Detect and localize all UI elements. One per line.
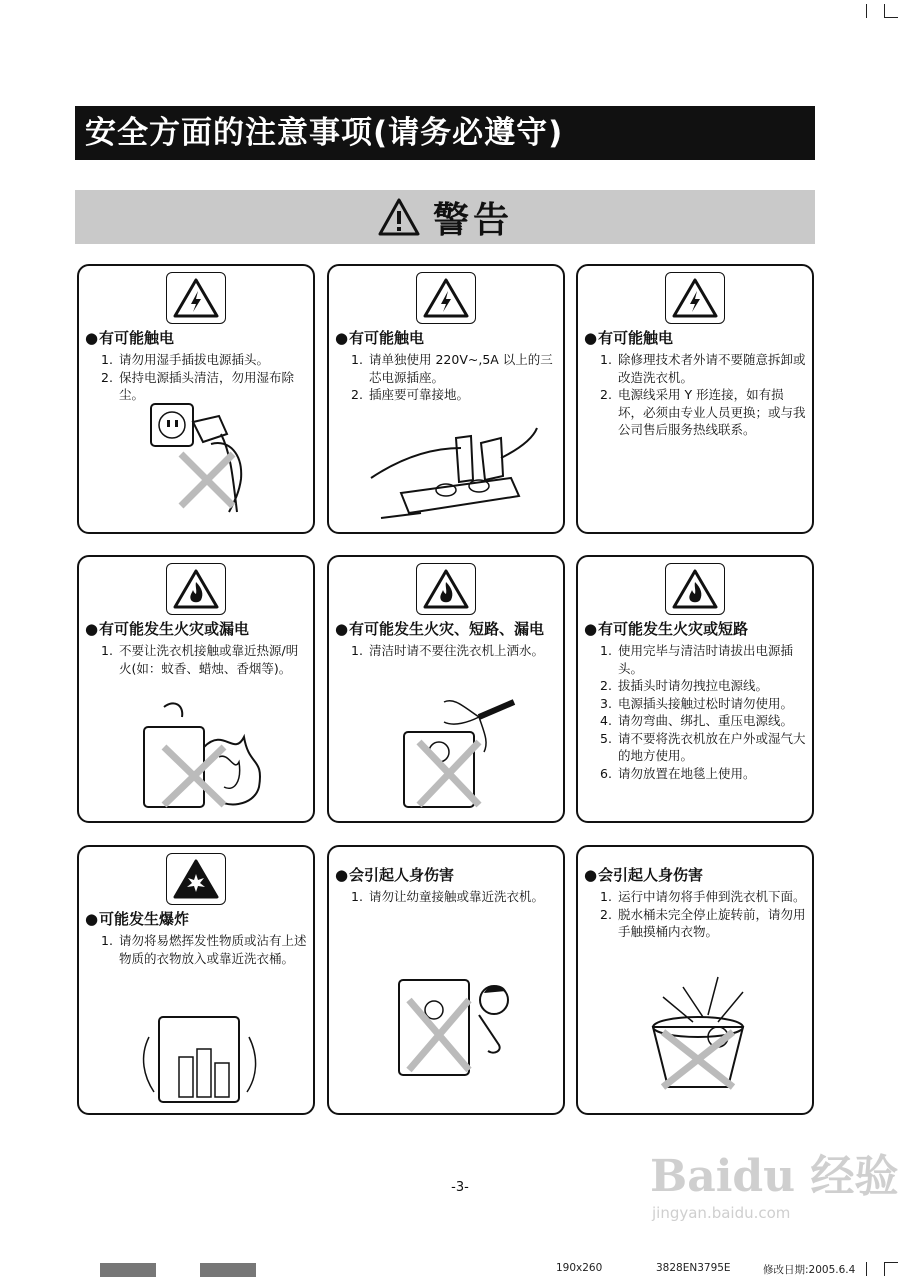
warning-card-electric-2 bbox=[327, 264, 565, 534]
list-item: 1. 请勿将易燃挥发性物质或沾有上述物质的衣物放入或靠近洗衣桶。 bbox=[101, 933, 307, 966]
card-heading: ● 会引起人身伤害 bbox=[335, 866, 455, 884]
card-heading: ● 有可能发生火灾或漏电 bbox=[85, 620, 250, 638]
fire-hazard-icon bbox=[665, 563, 725, 615]
warning-card-injury-2 bbox=[576, 845, 814, 1115]
warning-card-fire-3 bbox=[576, 555, 814, 823]
footer-revision: 修改日期:2005.6.4 bbox=[763, 1264, 856, 1276]
footer-code: 3828EN3795E bbox=[656, 1262, 731, 1274]
watermark-url: jingyan.baidu.com bbox=[652, 1204, 791, 1222]
card-heading: ● 有可能发生火灾或短路 bbox=[584, 620, 749, 638]
wet-hand-plug-illustration bbox=[141, 394, 271, 514]
warning-card-fire-1 bbox=[77, 555, 315, 823]
crop-mark bbox=[884, 1262, 885, 1276]
card-heading: ● 有可能触电 bbox=[335, 329, 425, 347]
warning-header-text: 警告 bbox=[432, 199, 513, 241]
list-item: 6. 请勿放置在地毯上使用。 bbox=[600, 765, 756, 781]
electric-shock-icon bbox=[166, 272, 226, 324]
list-item: 1. 请勿让幼童接触或靠近洗衣机。 bbox=[351, 889, 545, 904]
electric-shock-icon bbox=[665, 272, 725, 324]
list-item: 2. 插座要可靠接地。 bbox=[351, 387, 470, 402]
page-title: 安全方面的注意事项(请务必遵守) bbox=[75, 106, 815, 160]
list-item: 5. 请不要将洗衣机放在户外或湿气大的地方使用。 bbox=[600, 730, 806, 763]
list-item: 1. 请勿用湿手插拔电源插头。 bbox=[101, 352, 270, 367]
list-item: 2. 保持电源插头清洁，勿用湿布除尘。 bbox=[101, 369, 295, 402]
child-washer-illustration bbox=[384, 955, 519, 1080]
card-heading: ● 有可能发生火灾、短路、漏电 bbox=[335, 620, 545, 638]
power-strip-illustration bbox=[361, 418, 541, 528]
baidu-watermark bbox=[650, 1140, 910, 1250]
card-heading: ● 会引起人身伤害 bbox=[584, 866, 704, 884]
list-item: 4. 请勿弯曲、绑扎、重压电源线。 bbox=[600, 713, 794, 728]
water-spray-illustration bbox=[384, 697, 524, 812]
page-number: -3- bbox=[451, 1180, 469, 1195]
warning-card-fire-2 bbox=[327, 555, 565, 823]
list-item: 2. 脱水桶未完全停止旋转前，请勿用手触摸桶内衣物。 bbox=[600, 906, 806, 939]
explosion-hazard-icon bbox=[166, 853, 226, 905]
card-heading: ● 有可能触电 bbox=[584, 329, 674, 347]
warning-card-explosion bbox=[77, 845, 315, 1115]
warning-card-electric-3 bbox=[576, 264, 814, 534]
crop-mark bbox=[884, 17, 898, 18]
electric-shock-icon bbox=[416, 272, 476, 324]
card-heading: ● 可能发生爆炸 bbox=[85, 910, 190, 928]
washer-fire-illustration bbox=[134, 697, 274, 812]
footer-size: 190x260 bbox=[556, 1262, 603, 1274]
spin-tub-hand-illustration bbox=[623, 967, 773, 1092]
list-item: 1. 不要让洗衣机接触或靠近热源/明火(如：蚊香、蜡烛、香烟等)。 bbox=[101, 643, 299, 676]
list-item: 3. 电源插头接触过松时请勿使用。 bbox=[600, 695, 794, 711]
crop-mark bbox=[866, 1262, 867, 1276]
registration-mark bbox=[200, 1263, 256, 1277]
list-item: 1. 清洁时请不要往洗衣机上洒水。 bbox=[351, 643, 545, 658]
watermark-brand: Baidu 经验 bbox=[650, 1151, 899, 1202]
list-item: 1. 使用完毕与清洁时请拔出电源插头。 bbox=[600, 643, 794, 676]
registration-mark bbox=[100, 1263, 156, 1277]
fire-hazard-icon bbox=[416, 563, 476, 615]
crop-mark bbox=[884, 1262, 898, 1263]
crop-mark bbox=[866, 4, 867, 18]
warning-header bbox=[75, 190, 815, 244]
warning-card-electric-1 bbox=[77, 264, 315, 534]
list-item: 1. 除修理技术者外请不要随意拆卸或改造洗衣机。 bbox=[600, 352, 806, 385]
list-item: 1. 运行中请勿将手伸到洗衣机下面。 bbox=[600, 889, 806, 904]
flammable-bottles-illustration bbox=[139, 997, 269, 1109]
warning-card-injury-1 bbox=[327, 845, 565, 1115]
list-item: 2. 拔插头时请勿拽拉电源线。 bbox=[600, 678, 769, 693]
crop-mark bbox=[884, 4, 885, 18]
list-item: 1. 请单独使用 220V~,5A 以上的三芯电源插座。 bbox=[351, 352, 553, 385]
card-heading: ● 有可能触电 bbox=[85, 329, 175, 347]
list-item: 2. 电源线采用 Y 形连接，如有损坏，必须由专业人员更换；或与我公司售后服务热线联系。 bbox=[600, 387, 806, 437]
fire-hazard-icon bbox=[166, 563, 226, 615]
warning-triangle-icon bbox=[377, 197, 421, 237]
